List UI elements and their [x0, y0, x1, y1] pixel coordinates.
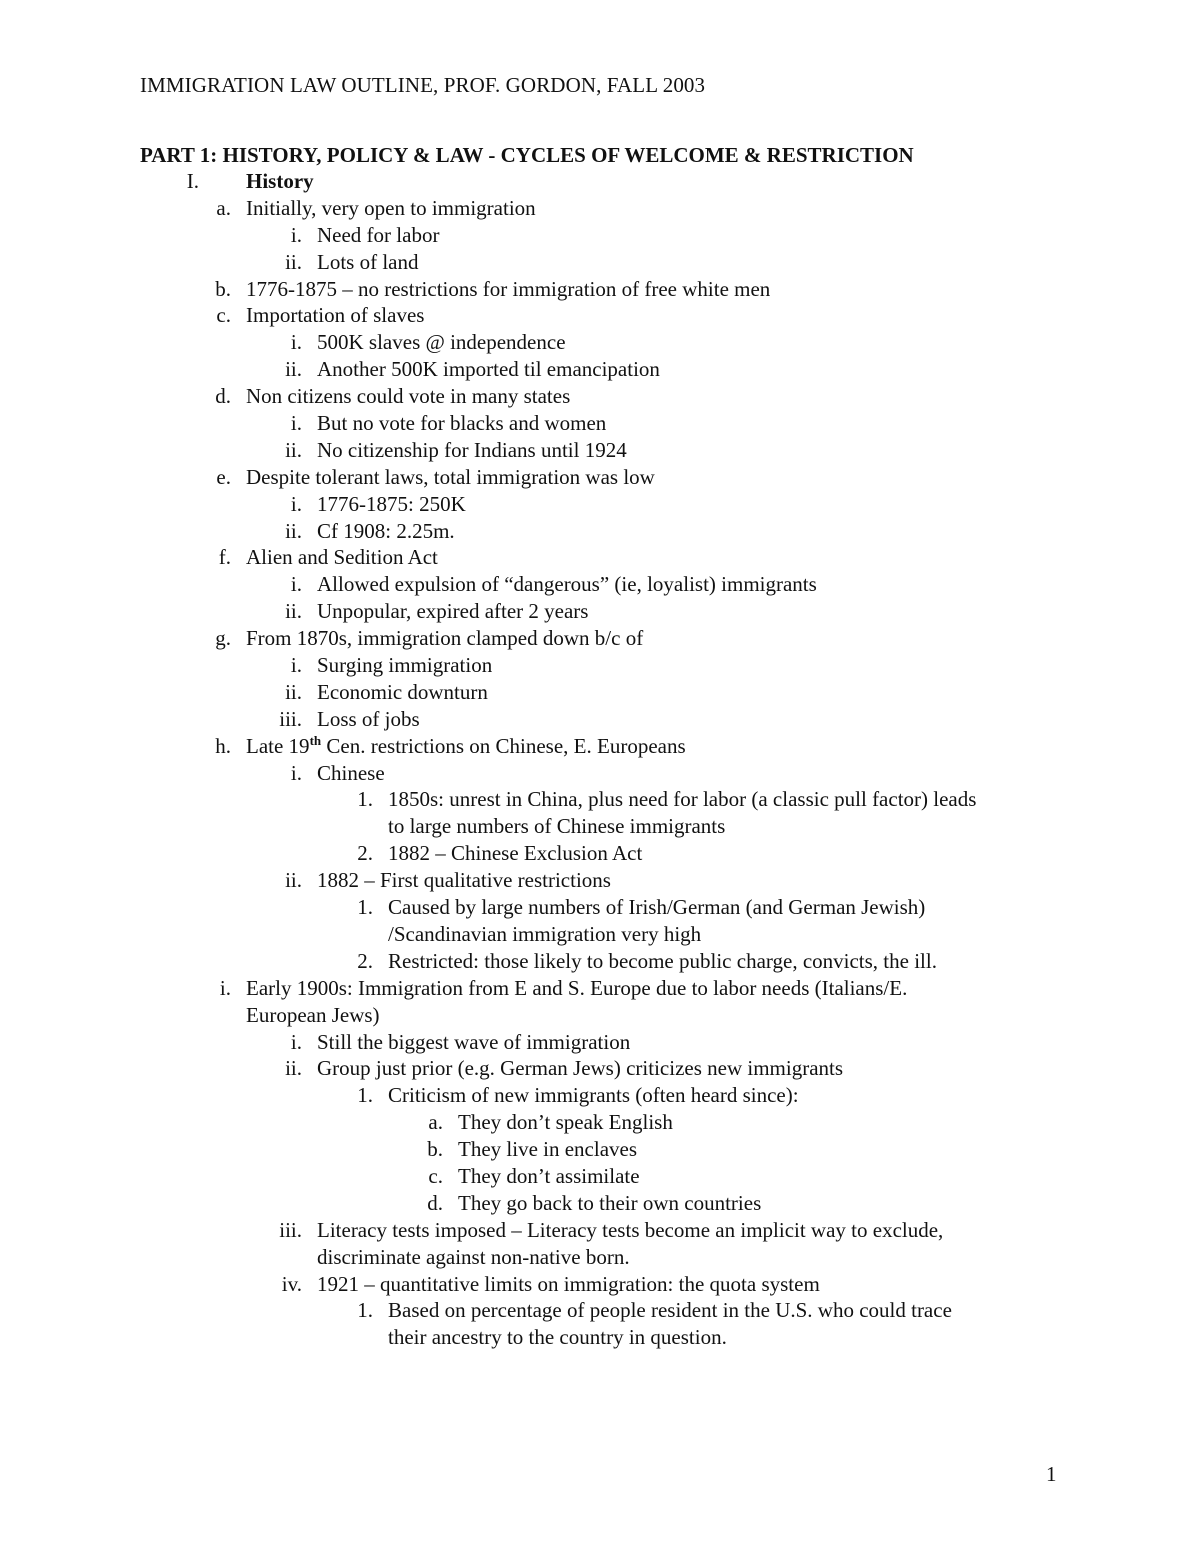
outline-text	[317, 1029, 630, 1056]
outline-marker: d.	[215, 384, 231, 409]
outline-text-main: 1882 – Chinese Exclusion Act	[388, 841, 643, 866]
outline-marker: i.	[290, 572, 302, 597]
outline-marker: ii.	[285, 357, 302, 382]
part-heading: PART 1: HISTORY, POLICY & LAW - CYCLES OF WELCOME & RESTRICTION	[140, 143, 914, 167]
outline-text-main: to large numbers of Chinese immigrants	[388, 814, 726, 839]
outline-marker: i.	[290, 1029, 302, 1054]
outline-marker: 1.	[357, 787, 373, 812]
outline-text-main: 1882 – First qualitative restrictions	[317, 868, 611, 893]
outline-item	[0, 1002, 1200, 1029]
outline-marker: i.	[290, 411, 302, 436]
outline-item	[0, 1136, 1200, 1163]
outline-text	[246, 383, 570, 410]
outline-text-main: their ancestry to the country in question.	[388, 1325, 727, 1350]
outline-marker: i.	[290, 653, 302, 678]
outline-text	[388, 948, 937, 975]
outline-item	[0, 410, 1200, 437]
outline-marker: h.	[215, 733, 231, 758]
outline-text	[388, 840, 642, 867]
outline-item	[0, 679, 1200, 706]
outline-text-main: Alien and Sedition Act	[246, 545, 438, 570]
outline-marker: a.	[428, 1110, 443, 1135]
outline-item	[0, 329, 1200, 356]
outline-item	[0, 302, 1200, 329]
outline-marker: d.	[427, 1190, 443, 1215]
outline-item	[0, 1244, 1200, 1271]
outline-item	[0, 948, 1200, 975]
outline-text	[388, 813, 725, 840]
outline-marker: ii.	[285, 868, 302, 893]
outline-item	[0, 518, 1200, 545]
outline-text-main: Group just prior (e.g. German Jews) criticizes new immigrants	[317, 1056, 844, 1081]
outline-text-main: Late 19	[246, 733, 310, 758]
outline-text-main: Importation of slaves	[246, 303, 425, 328]
outline-text-main: Literacy tests imposed – Literacy tests become an implicit way to exclude,	[317, 1217, 944, 1242]
outline-text	[246, 733, 686, 760]
outline-text-main: Based on percentage of people resident in the U.S. who could trace	[388, 1298, 952, 1323]
outline-item	[0, 356, 1200, 383]
outline-text	[317, 1244, 630, 1271]
outline-item	[0, 1324, 1200, 1351]
outline-text-main: Loss of jobs	[317, 706, 420, 731]
outline-text-main: Still the biggest wave of immigration	[317, 1029, 631, 1054]
outline-item	[0, 1163, 1200, 1190]
outline-marker: 2.	[357, 948, 373, 973]
outline-text-main: discriminate against non-native born.	[317, 1244, 630, 1269]
outline-marker: g.	[215, 626, 231, 651]
outline-item	[0, 1109, 1200, 1136]
outline-item	[0, 544, 1200, 571]
outline-text-main: They don’t speak English	[458, 1110, 673, 1135]
outline-text	[317, 222, 439, 249]
outline-text	[317, 598, 588, 625]
outline-text-main: Restricted: those likely to become public charge, convicts, the ill.	[388, 948, 937, 973]
outline-item	[0, 598, 1200, 625]
outline-text-main: Surging immigration	[317, 653, 493, 678]
outline-item	[0, 760, 1200, 787]
outline-text	[388, 1082, 799, 1109]
outline-marker: ii.	[285, 1056, 302, 1081]
outline-marker: I.	[186, 169, 199, 193]
outline-item	[0, 706, 1200, 733]
superscript: th	[309, 732, 322, 748]
outline-item	[0, 894, 1200, 921]
outline-marker: b.	[427, 1137, 443, 1162]
outline-item	[0, 733, 1200, 760]
outline-text	[317, 679, 488, 706]
outline-text-main: Another 500K imported til emancipation	[317, 357, 660, 382]
outline-item	[0, 652, 1200, 679]
outline-text-main: Cf 1908: 2.25m.	[317, 518, 455, 543]
outline-item	[0, 625, 1200, 652]
outline-text	[317, 1055, 843, 1082]
outline-marker: 1.	[357, 1083, 373, 1108]
outline-text-main: They don’t assimilate	[458, 1163, 640, 1188]
outline-item	[0, 1297, 1200, 1324]
outline-text	[317, 706, 420, 733]
outline-marker: i.	[219, 975, 231, 1000]
outline-marker: c.	[216, 303, 231, 328]
outline-text-main: /Scandinavian immigration very high	[388, 921, 702, 946]
outline-text-main: History	[246, 169, 314, 193]
outline-marker: ii.	[285, 518, 302, 543]
outline-text	[458, 1163, 640, 1190]
outline-text-main: Lots of land	[317, 249, 419, 274]
outline-text-main: Despite tolerant laws, total immigration was low	[246, 464, 655, 489]
outline-marker: 1.	[357, 1298, 373, 1323]
outline-text-main: Chinese	[317, 760, 385, 785]
outline-text	[317, 1217, 943, 1244]
outline-item	[0, 813, 1200, 840]
outline-text-main: Non citizens could vote in many states	[246, 384, 571, 409]
outline-text-main: European Jews)	[246, 1002, 380, 1027]
outline-text	[317, 518, 455, 545]
outline-item	[0, 975, 1200, 1002]
outline-marker: i.	[290, 222, 302, 247]
outline-text	[317, 249, 418, 276]
outline-text-main: 500K slaves @ independence	[317, 330, 566, 355]
outline-text	[317, 437, 627, 464]
outline-text-main: Allowed expulsion of “dangerous” (ie, loyalist) immigrants	[317, 572, 817, 597]
outline-item	[0, 491, 1200, 518]
outline-text	[317, 867, 611, 894]
outline-text	[458, 1190, 761, 1217]
outline-text	[246, 195, 536, 222]
outline-marker: i.	[290, 330, 302, 355]
outline-text	[317, 410, 606, 437]
outline-text-after: Cen. restrictions on Chinese, E. Europeans	[321, 733, 686, 758]
outline-text	[246, 544, 438, 571]
outline-text-main: They go back to their own countries	[458, 1190, 762, 1215]
outline-text	[388, 786, 976, 813]
outline-marker: i.	[290, 760, 302, 785]
outline-marker: iii.	[279, 706, 302, 731]
outline-item	[0, 786, 1200, 813]
outline-text-main: Criticism of new immigrants (often heard since):	[388, 1083, 799, 1108]
outline-item	[0, 1217, 1200, 1244]
outline-text-main: No citizenship for Indians until 1924	[317, 437, 627, 462]
outline-item	[0, 437, 1200, 464]
outline-text	[246, 975, 907, 1002]
outline-marker: c.	[428, 1163, 443, 1188]
outline-marker: a.	[216, 195, 231, 220]
outline-item	[0, 921, 1200, 948]
outline-item	[0, 1029, 1200, 1056]
page-number: 1	[1046, 1462, 1057, 1486]
outline-item	[0, 867, 1200, 894]
outline-text	[317, 571, 817, 598]
outline-item	[0, 1190, 1200, 1217]
outline-item	[0, 195, 1200, 222]
outline-text	[317, 1271, 820, 1298]
outline-text	[246, 276, 770, 303]
outline	[0, 168, 1200, 1351]
outline-text-main: But no vote for blacks and women	[317, 411, 607, 436]
outline-text	[246, 302, 424, 329]
outline-item	[0, 464, 1200, 491]
outline-item	[0, 222, 1200, 249]
document-title: IMMIGRATION LAW OUTLINE, PROF. GORDON, FALL 2003	[140, 73, 706, 97]
outline-marker: 1.	[357, 895, 373, 920]
outline-text	[317, 329, 566, 356]
outline-marker: ii.	[285, 679, 302, 704]
outline-item	[0, 383, 1200, 410]
outline-text-main: 1921 – quantitative limits on immigration: the quota system	[317, 1271, 820, 1296]
outline-marker: iv.	[281, 1271, 302, 1296]
outline-text	[388, 1297, 952, 1324]
outline-item	[0, 168, 1200, 195]
outline-marker: e.	[216, 464, 231, 489]
outline-text	[458, 1109, 673, 1136]
outline-item	[0, 1082, 1200, 1109]
outline-marker: ii.	[285, 249, 302, 274]
outline-text	[317, 652, 492, 679]
outline-text	[388, 1324, 727, 1351]
outline-text	[458, 1136, 637, 1163]
outline-text	[317, 491, 466, 518]
outline-item	[0, 249, 1200, 276]
outline-marker: f.	[218, 545, 231, 570]
outline-item	[0, 276, 1200, 303]
outline-text-main: 1776-1875: 250K	[317, 491, 466, 516]
outline-text	[317, 760, 385, 787]
outline-item	[0, 1271, 1200, 1298]
outline-text	[246, 464, 655, 491]
outline-text	[246, 1002, 380, 1029]
outline-marker: 2.	[357, 841, 373, 866]
outline-text	[246, 625, 643, 652]
outline-text	[388, 894, 925, 921]
outline-text-main: From 1870s, immigration clamped down b/c of	[246, 626, 644, 651]
outline-text-main: Need for labor	[317, 222, 440, 247]
outline-text-main: Early 1900s: Immigration from E and S. Europe due to labor needs (Italians/E.	[246, 975, 908, 1000]
outline-text-main: Caused by large numbers of Irish/German (and German Jewish)	[388, 895, 926, 920]
outline-text-main: Unpopular, expired after 2 years	[317, 599, 589, 624]
outline-marker: b.	[215, 276, 231, 301]
outline-text-main: 1850s: unrest in China, plus need for labor (a classic pull factor) leads	[388, 787, 977, 812]
outline-item	[0, 571, 1200, 598]
outline-text-main: Initially, very open to immigration	[246, 195, 536, 220]
outline-item	[0, 840, 1200, 867]
outline-marker: iii.	[279, 1217, 302, 1242]
outline-text	[246, 168, 314, 195]
outline-text	[388, 921, 701, 948]
outline-item	[0, 1055, 1200, 1082]
outline-text-main: Economic downturn	[317, 679, 488, 704]
outline-text-main: 1776-1875 – no restrictions for immigration of free white men	[246, 276, 771, 301]
outline-marker: ii.	[285, 437, 302, 462]
outline-marker: ii.	[285, 599, 302, 624]
outline-marker: i.	[290, 491, 302, 516]
outline-text	[317, 356, 660, 383]
outline-text-main: They live in enclaves	[458, 1137, 638, 1162]
